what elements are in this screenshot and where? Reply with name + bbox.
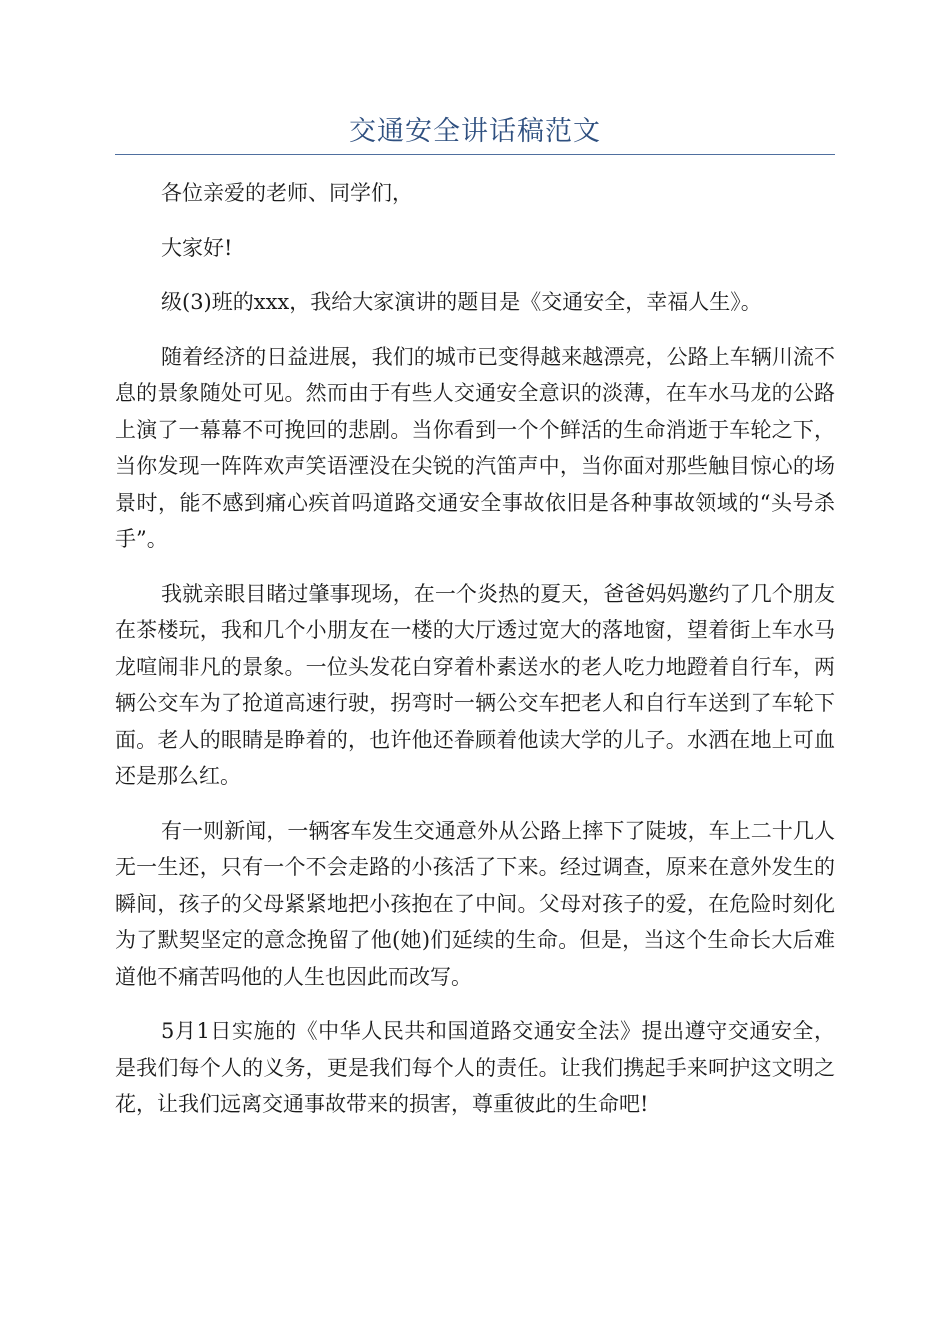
paragraph-greeting: 各位亲爱的老师、同学们， [161,181,413,205]
paragraph-city: 随着经济的日益进展，我们的城市已变得越来越漂亮，公路上车辆川流不息的景象随处可见。然而由于有些人交通安全意识的淡薄，在车水马龙的公路上演了一幕幕不可挽回的悲剧。当你看到一个个鲜活的生命消逝于车轮之下，当你发现一阵阵欢声笑语湮没在尖锐的汽笛声中，当你面对那些触目惊心的场景时，能不感到痛心疾首吗道路交通安全事故依旧是各种事故领域的“头号杀手”。 [115,344,835,551]
paragraph-law: 5月1日实施的《中华人民共和国道路交通安全法》提出遵守交通安全，是我们每个人的义务，更是我们每个人的责任。让我们携起手来呵护这文明之花，让我们远离交通事故带来的损害，尊重彼此的生命吧! [115,1019,835,1116]
document-body [115,175,835,1141]
paragraph-intro: 级(3)班的xxx，我给大家演讲的题目是《交通安全，幸福人生》。 [161,290,762,314]
paragraph-witness: 我就亲眼目睹过肇事现场，在一个炎热的夏天，爸爸妈妈邀约了几个朋友在茶楼玩，我和几个小朋友在一楼的大厅透过宽大的落地窗，望着街上车水马龙喧闹非凡的景象。一位头发花白穿着朴素送水的老人吃力地蹬着自行车，两辆公交车为了抢道高速行驶，拐弯时一辆公交车把老人和自行车送到了车轮下面。老人的眼睛是睁着的，也许他还眷顾着他读大学的儿子。水洒在地上可血还是那么红。 [115,581,835,788]
document-title: 交通安全讲话稿范文 [349,116,601,147]
title-underline [115,154,835,155]
paragraph-news: 有一则新闻，一辆客车发生交通意外从公路上摔下了陡坡，车上二十几人无一生还，只有一个不会走路的小孩活了下来。经过调查，原来在意外发生的瞬间，孩子的父母紧紧地把小孩抱在了中间。父母对孩子的爱，在危险时刻化为了默契坚定的意念挽留了他(她)们延续的生命。但是，当这个生命长大后难道他不痛苦吗他的人生也因此而改写。 [115,818,835,989]
paragraph-hello: 大家好! [161,235,233,260]
